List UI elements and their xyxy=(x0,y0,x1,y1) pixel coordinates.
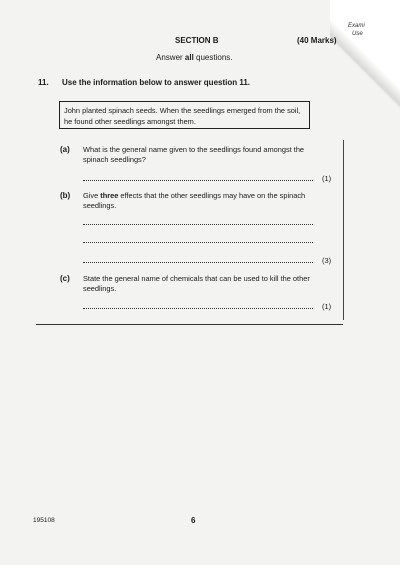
part-a-marks: (1) xyxy=(322,174,332,183)
section-title: SECTION B xyxy=(175,36,219,45)
instruction-post: questions. xyxy=(193,53,233,62)
section-marks: (40 Marks) xyxy=(297,36,337,45)
examiner-use-label xyxy=(348,22,365,38)
part-b-answer-line-1[interactable] xyxy=(83,224,313,225)
part-b-label: (b) xyxy=(60,191,71,200)
part-c-label: (c) xyxy=(60,274,70,283)
part-b-text-pre: Give xyxy=(83,191,101,200)
part-a-label: (a) xyxy=(60,145,70,154)
part-b-text-post: effects that the other seedlings may have on the spinach seedlings. xyxy=(83,191,306,210)
part-b-marks: (3) xyxy=(322,256,332,265)
part-c-text: State the general name of chemicals that can be used to kill the other seedlings. xyxy=(83,274,310,293)
section-instruction xyxy=(156,53,233,62)
part-a-text: What is the general name given to the seedlings found amongst the spinach seedlings? xyxy=(83,145,305,164)
footer-code: 195108 xyxy=(33,517,55,524)
page-number: 6 xyxy=(191,516,196,525)
part-a-answer-line[interactable] xyxy=(83,180,313,181)
part-c-marks: (1) xyxy=(322,302,332,311)
part-b-text-bold: three xyxy=(100,191,119,200)
part-b-answer-line-2[interactable] xyxy=(83,242,313,243)
part-b-text xyxy=(83,191,323,211)
question-number: 11. xyxy=(38,78,49,87)
folded-corner xyxy=(330,0,400,140)
instruction-pre: Answer xyxy=(156,53,185,62)
context-box: John planted spinach seeds. When the seedlings emerged from the soil, he found other seedlings amongst them. xyxy=(59,101,310,129)
question-intro: Use the information below to answer question 11. xyxy=(62,78,251,87)
part-c-answer-line[interactable] xyxy=(83,308,313,309)
instruction-bold: all xyxy=(184,53,194,62)
part-b-answer-line-3[interactable] xyxy=(83,262,313,263)
examiner-label-line2: Use xyxy=(352,31,363,37)
section-end-rule xyxy=(36,324,343,325)
examiner-label-line1: Exami xyxy=(348,23,365,29)
